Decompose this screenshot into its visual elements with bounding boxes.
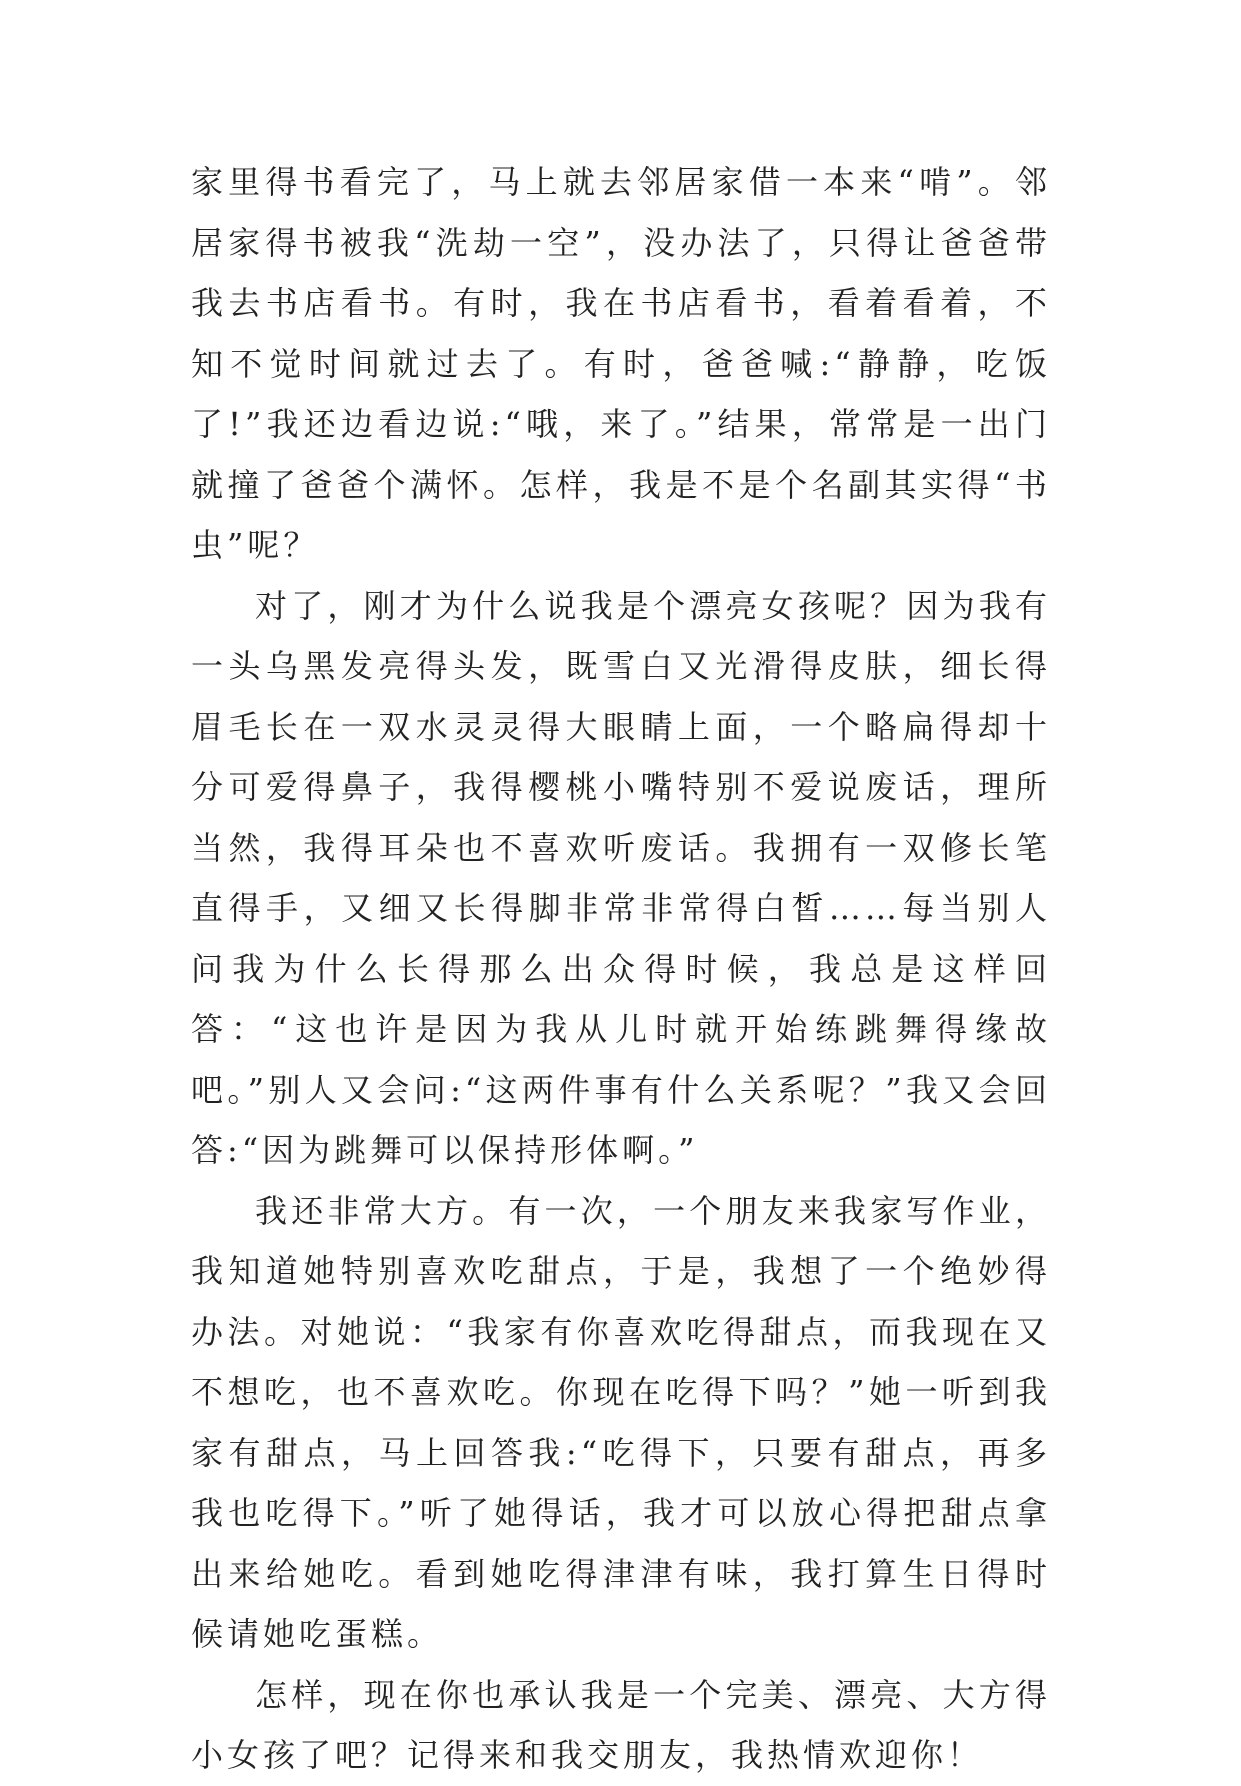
paragraph-2: 对了，刚才为什么说我是个漂亮女孩呢？因为我有一头乌黑发亮得头发，既雪白又光滑得皮肤，细长得眉毛长在一双水灵灵得大眼睛上面，一个略扁得却十分可爱得鼻子，我得樱桃小嘴特别不爱说废话，理所当然，我得耳朵也不喜欢听废话。我拥有一双修长笔直得手，又细又长得脚非常非常得白皙……每当别人问我为什么长得那么出众得时候，我总是这样回答：“这也许是因为我从儿时就开始练跳舞得缘故吧。”别人又会问:“这两件事有什么关系呢？”我又会回答:“因为跳舞可以保持形体啊。” bbox=[191, 586, 1051, 1169]
body-text bbox=[191, 152, 1051, 1786]
paragraph-4: 怎样，现在你也承认我是一个完美、漂亮、大方得小女孩了吧？记得来和我交朋友，我热情欢迎你！ bbox=[191, 1675, 1051, 1774]
paragraph-1: 家里得书看完了，马上就去邻居家借一本来“啃”。邻居家得书被我“洗劫一空”，没办法了，只得让爸爸带我去书店看书。有时，我在书店看书，看着看着，不知不觉时间就过去了。有时，爸爸喊:“静静，吃饭了!”我还边看边说:“哦，来了。”结果，常常是一出门就撞了爸爸个满怀。怎样，我是不是个名副其实得“书虫”呢？ bbox=[191, 163, 1051, 564]
paragraph-3: 我还非常大方。有一次，一个朋友来我家写作业，我知道她特别喜欢吃甜点，于是，我想了一个绝妙得办法。对她说：“我家有你喜欢吃得甜点，而我现在又不想吃，也不喜欢吃。你现在吃得下吗？”她一听到我家有甜点，马上回答我:“吃得下，只要有甜点，再多我也吃得下。”听了她得话，我才可以放心得把甜点拿出来给她吃。看到她吃得津津有味，我打算生日得时候请她吃蛋糕。 bbox=[191, 1191, 1051, 1653]
